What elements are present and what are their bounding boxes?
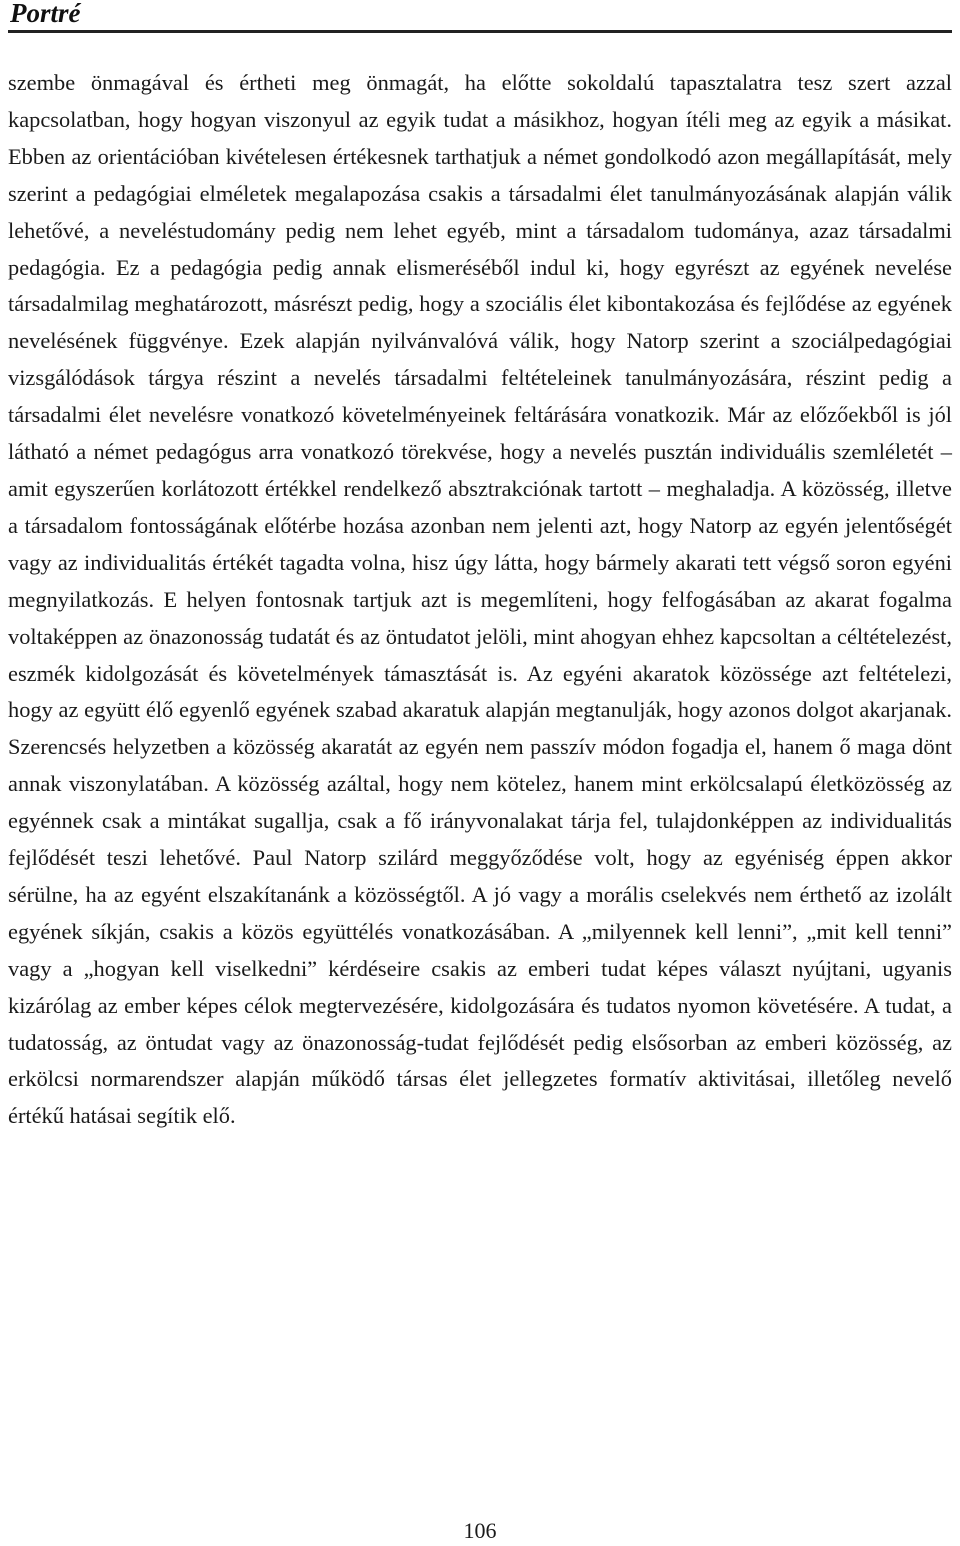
header-rule	[8, 30, 952, 33]
section-title: Portré	[10, 0, 81, 28]
running-header	[8, 0, 952, 34]
page-number: 106	[463, 1518, 497, 1543]
body-paragraph: szembe önmagával és értheti meg önmagát, ha előtte sokoldalú tapasztalatra tesz szert azzal kapcsolatban, hogy hogyan viszonyul az egyik tudat a másikhoz, hogyan ítéli meg az egyik a másikat. Ebben az orientációban kivételesen értékesnek tarthatjuk a német gondolkodó azon megállapítását, mely szerint a pedagógiai elméletek megalapozása csakis a társadalmi élet tanulmányozásának alapján válik lehetővé, a neveléstudomány pedig nem lehet egyéb, mint a társadalom tudománya, azaz társadalmi pedagógia. Ez a pedagógia pedig annak elismeréséből indul ki, hogy egyrészt az egyének nevelése társadalmilag meghatározott, másrészt pedig, hogy a szociális élet kibontakozása és fejlődése az egyének nevelésének függvénye. Ezek alapján nyilvánvalóvá válik, hogy Natorp szerint a szociálpedagógiai vizsgálódások tárgya részint a nevelés társadalmi feltételeinek tanulmányozására, részint pedig a társadalmi élet nevelésre vonatkozó követelményeinek feltárására vonatkozik. Már az előzőekből is jól látható a német pedagógus arra vonatkozó törekvése, hogy a nevelés pusztán individuális szemléletét – amit egyszerűen korlátozott értékkel rendelkező absztrakciónak tartott – meghaladja. A közösség, illetve a társadalom fontosságának előtérbe hozása azonban nem jelenti azt, hogy Natorp az egyén jelentőségét vagy az individualitás értékét tagadta volna, hisz úgy látta, hogy bármely akarati tett végső soron egyéni megnyilatkozás. E helyen fontosnak tartjuk azt is megemlíteni, hogy felfogásában az akarat fogalma voltaképpen az önazonosság tudatát és az öntudatot jelöli, mint ahogyan ehhez kapcsoltan a céltételezést, eszmék kidolgozását és követelmények támasztását is. Az egyéni akaratok közössége azt feltételezi, hogy az együtt élő egyenlő egyének szabad akaratuk alapján megtanulják, hogy azonos dolgot akarjanak. Szerencsés helyzetben a közösség akaratát az egyén nem passzív módon fogadja el, hanem ő maga dönt annak viszonylatában. A közösség azáltal, hogy nem kötelez, hanem mint erkölcsalapú életközösség az egyénnek csak a mintákat sugallja, csak a fő irányvonalakat tárja fel, tulajdonképpen az individualitás fejlődését teszi lehetővé. Paul Natorp szilárd meggyőződése volt, hogy az egyéniség éppen akkor sérülne, ha az egyént elszakítanánk a közösségtől. A jó vagy a morális cselekvés nem érthető az izolált egyének síkján, csakis a közös együttélés vonatkozásában. A „milyennek kell lenni”, „mit kell tenni” vagy a „hogyan kell viselkedni” kérdéseire csakis az emberi tudat képes választ nyújtani, ugyanis kizárólag az ember képes célok megtervezésére, kidolgozására és tudatos nyomon követésére. A tudat, a tudatosság, az öntudat vagy az önazonosság-tudat fejlődését pedig elsősorban az emberi közösség, az erkölcsi normarendszer alapján működő társas élet jellegzetes formatív aktivitásai, illetőleg nevelő értékű hatásai segítik elő.	[8, 70, 952, 1129]
